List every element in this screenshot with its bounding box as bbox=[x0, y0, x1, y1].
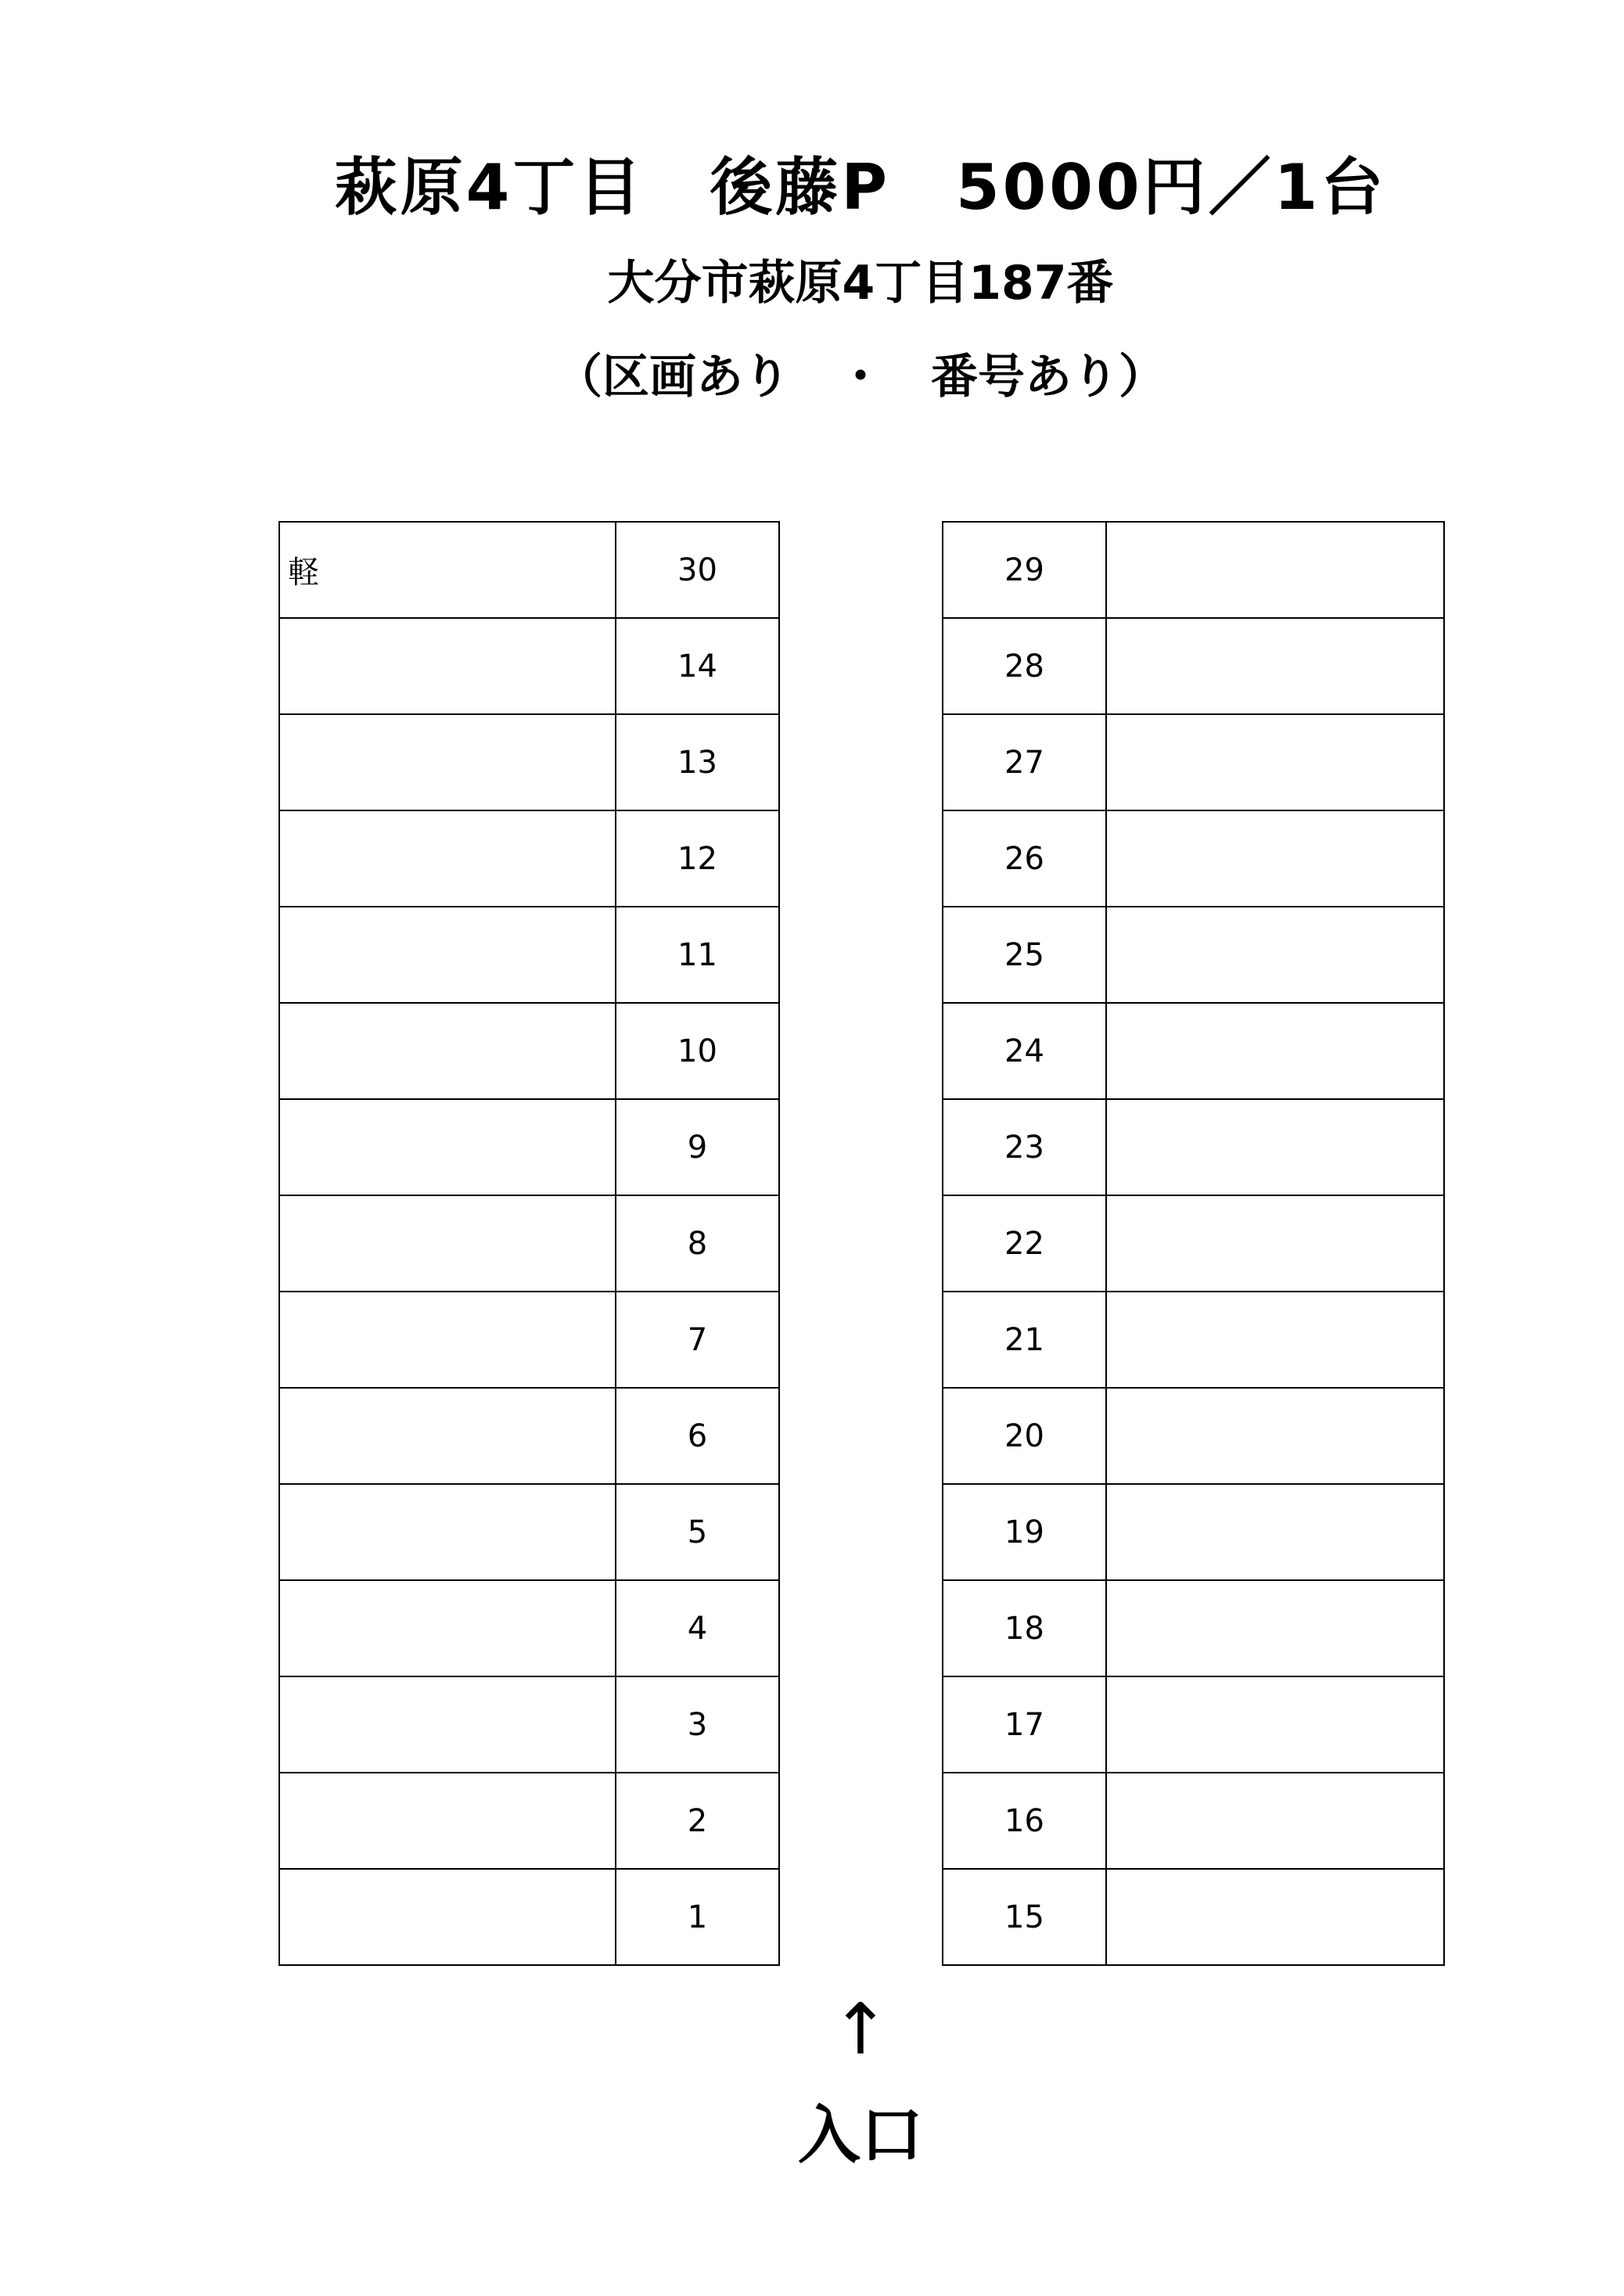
space-label bbox=[279, 907, 616, 1003]
space-label bbox=[279, 1580, 616, 1676]
parking-row bbox=[279, 810, 779, 907]
parking-row bbox=[943, 1003, 1444, 1099]
parking-row bbox=[943, 1099, 1444, 1195]
space-number: 17 bbox=[943, 1676, 1106, 1773]
space-number: 8 bbox=[616, 1195, 779, 1292]
parking-row bbox=[943, 1676, 1444, 1773]
space-number: 1 bbox=[616, 1869, 779, 1965]
space-number: 29 bbox=[943, 522, 1106, 618]
parking-row bbox=[279, 1580, 779, 1676]
parking-row bbox=[279, 1292, 779, 1388]
space-number: 27 bbox=[943, 714, 1106, 810]
space-number: 2 bbox=[616, 1773, 779, 1869]
parking-row bbox=[279, 522, 779, 618]
space-number: 18 bbox=[943, 1580, 1106, 1676]
space-number: 22 bbox=[943, 1195, 1106, 1292]
parking-row bbox=[943, 1580, 1444, 1676]
space-label bbox=[1106, 618, 1444, 714]
parking-row bbox=[943, 1773, 1444, 1869]
parking-row bbox=[943, 1195, 1444, 1292]
space-label bbox=[1106, 1003, 1444, 1099]
space-number: 5 bbox=[616, 1484, 779, 1580]
space-number: 28 bbox=[943, 618, 1106, 714]
space-label bbox=[279, 1292, 616, 1388]
parking-row bbox=[943, 1292, 1444, 1388]
space-label bbox=[1106, 1580, 1444, 1676]
space-label: 軽 bbox=[279, 522, 616, 618]
space-label bbox=[279, 1099, 616, 1195]
space-number: 24 bbox=[943, 1003, 1106, 1099]
space-label bbox=[279, 810, 616, 907]
space-number: 14 bbox=[616, 618, 779, 714]
space-number: 16 bbox=[943, 1773, 1106, 1869]
space-label bbox=[1106, 1195, 1444, 1292]
parking-row bbox=[943, 1484, 1444, 1580]
space-number: 19 bbox=[943, 1484, 1106, 1580]
space-number: 3 bbox=[616, 1676, 779, 1773]
left-parking-column bbox=[278, 521, 780, 1966]
space-number: 25 bbox=[943, 907, 1106, 1003]
space-label bbox=[1106, 1484, 1444, 1580]
space-label bbox=[1106, 1773, 1444, 1869]
space-number: 4 bbox=[616, 1580, 779, 1676]
parking-row bbox=[943, 907, 1444, 1003]
parking-row bbox=[943, 1388, 1444, 1484]
parking-row bbox=[279, 1869, 779, 1965]
parking-row bbox=[279, 1195, 779, 1292]
parking-row bbox=[279, 618, 779, 714]
page-title: 萩原4丁目 後藤P 5000円／1台 bbox=[334, 151, 1387, 224]
space-label bbox=[1106, 1676, 1444, 1773]
parking-row bbox=[943, 618, 1444, 714]
space-number: 20 bbox=[943, 1388, 1106, 1484]
parking-row bbox=[279, 714, 779, 810]
lot-note: （区画あり ・ 番号あり） bbox=[555, 350, 1166, 404]
space-label bbox=[1106, 1292, 1444, 1388]
space-number: 26 bbox=[943, 810, 1106, 907]
parking-row bbox=[943, 522, 1444, 618]
up-arrow-icon: ↑ bbox=[831, 1989, 890, 2071]
parking-row bbox=[943, 1869, 1444, 1965]
space-number: 23 bbox=[943, 1099, 1106, 1195]
space-label bbox=[1106, 907, 1444, 1003]
right-parking-column bbox=[942, 521, 1445, 1966]
space-label bbox=[279, 1676, 616, 1773]
space-label bbox=[1106, 522, 1444, 618]
space-number: 11 bbox=[616, 907, 779, 1003]
space-label bbox=[279, 714, 616, 810]
space-label bbox=[279, 1869, 616, 1965]
space-number: 6 bbox=[616, 1388, 779, 1484]
space-label bbox=[279, 1388, 616, 1484]
parking-row bbox=[943, 714, 1444, 810]
space-number: 13 bbox=[616, 714, 779, 810]
space-label bbox=[279, 1773, 616, 1869]
space-number: 9 bbox=[616, 1099, 779, 1195]
space-number: 12 bbox=[616, 810, 779, 907]
parking-row bbox=[279, 1773, 779, 1869]
space-label bbox=[1106, 714, 1444, 810]
space-number: 30 bbox=[616, 522, 779, 618]
parking-row bbox=[943, 810, 1444, 907]
space-label bbox=[279, 1484, 616, 1580]
space-label bbox=[279, 1195, 616, 1292]
space-label bbox=[1106, 1388, 1444, 1484]
space-label bbox=[1106, 1099, 1444, 1195]
space-number: 10 bbox=[616, 1003, 779, 1099]
parking-row bbox=[279, 1676, 779, 1773]
space-label bbox=[1106, 810, 1444, 907]
space-label bbox=[279, 618, 616, 714]
address-line: 大分市萩原4丁目187番 bbox=[607, 256, 1114, 311]
parking-row bbox=[279, 1484, 779, 1580]
parking-row bbox=[279, 1099, 779, 1195]
space-number: 15 bbox=[943, 1869, 1106, 1965]
entrance-label: 入口 bbox=[798, 2099, 923, 2172]
space-number: 21 bbox=[943, 1292, 1106, 1388]
space-label bbox=[279, 1003, 616, 1099]
parking-row bbox=[279, 1003, 779, 1099]
parking-row bbox=[279, 1388, 779, 1484]
space-number: 7 bbox=[616, 1292, 779, 1388]
parking-row bbox=[279, 907, 779, 1003]
space-label bbox=[1106, 1869, 1444, 1965]
